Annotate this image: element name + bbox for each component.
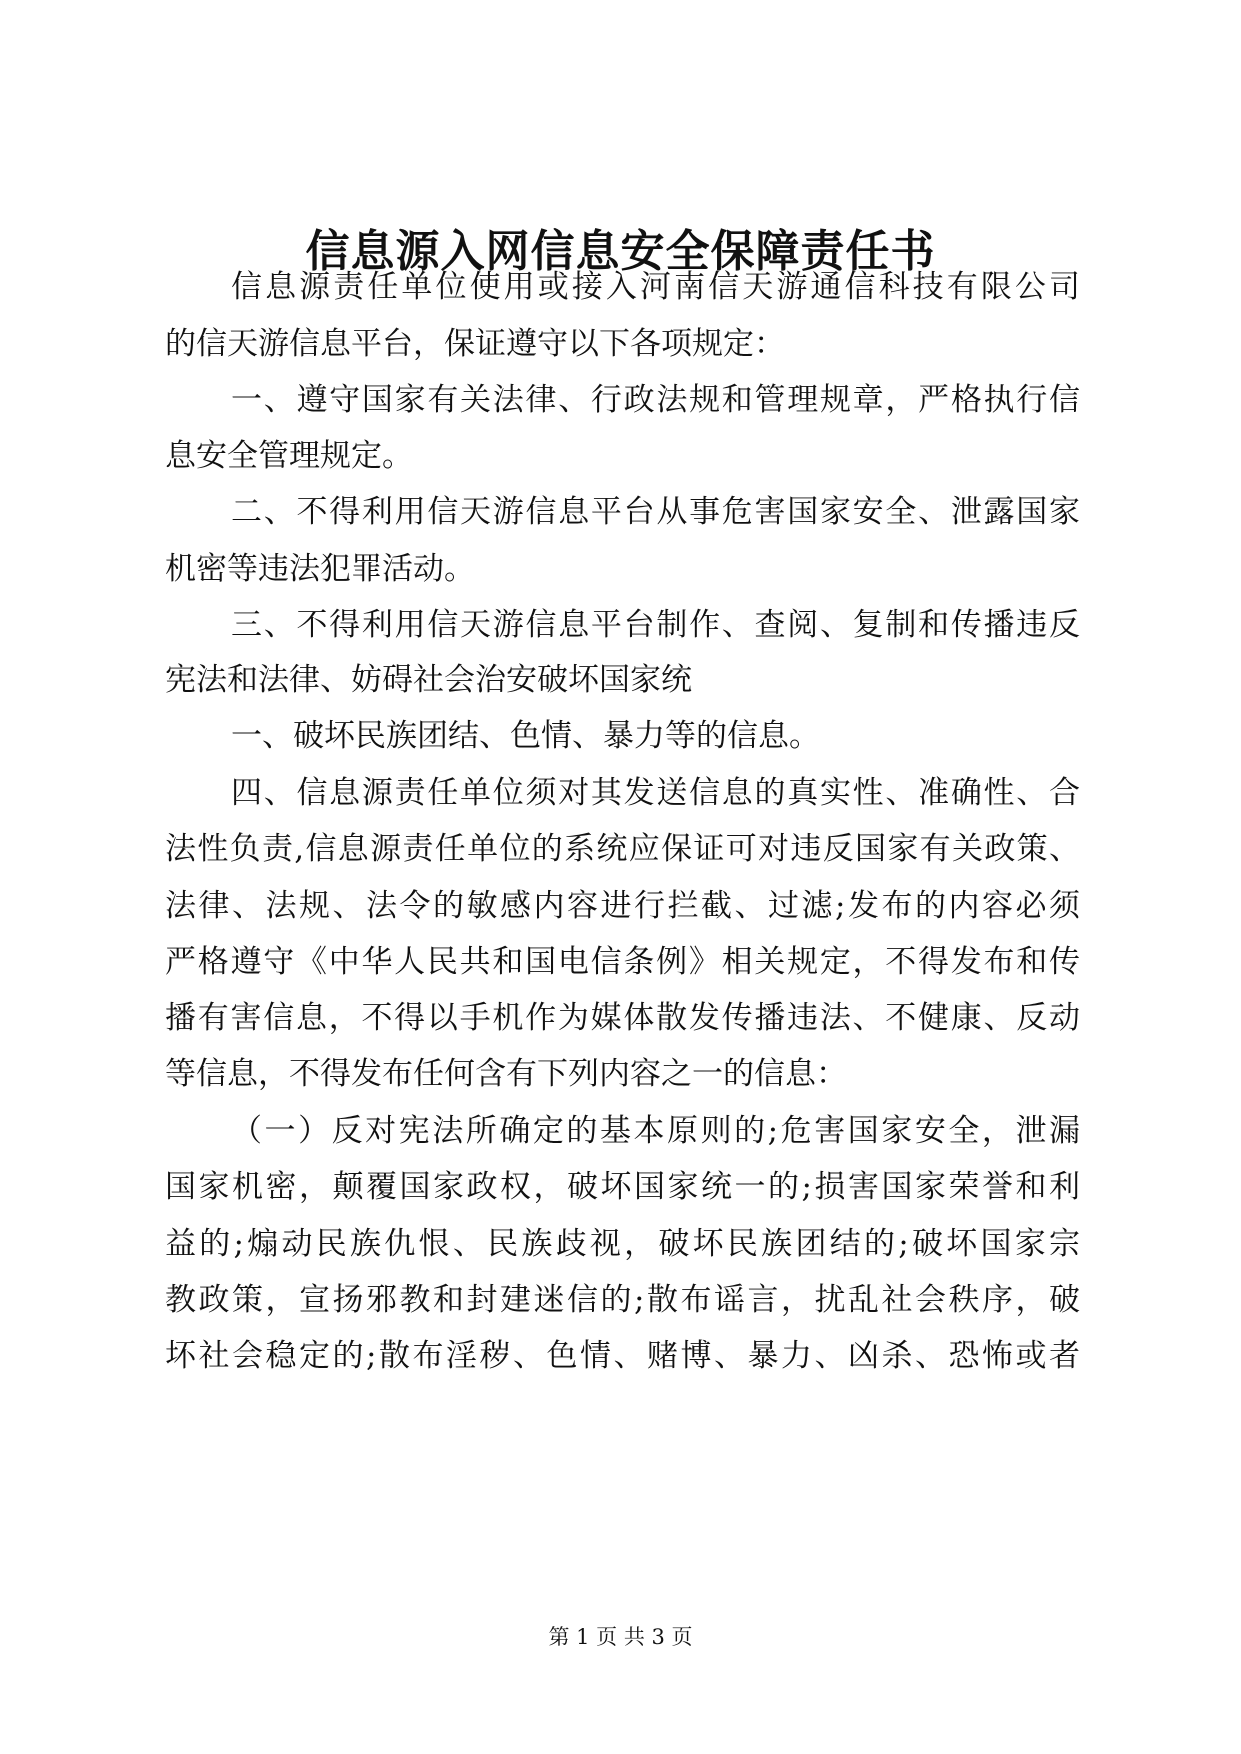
body-line: 教政策，宣扬邪教和封建迷信的;散布谣言，扰乱社会秩序，破 <box>165 1282 1080 1318</box>
page-number: 第 1 页 共 3 页 <box>548 1625 693 1649</box>
body-line: 益的;煽动民族仇恨、民族歧视，破坏民族团结的;破坏国家宗 <box>165 1226 1080 1262</box>
body-line: 坏社会稳定的;散布淫秽、色情、赌博、暴力、凶杀、恐怖或者 <box>165 1338 1080 1374</box>
body-line: 三、不得利用信天游信息平台制作、查阅、复制和传播违反 <box>231 607 1080 643</box>
body-line: 播有害信息，不得以手机作为媒体散发传播违法、不健康、反动 <box>165 1000 1080 1036</box>
body-line: 严格遵守《中华人民共和国电信条例》相关规定，不得发布和传 <box>165 944 1080 980</box>
body-line: 的信天游信息平台，保证遵守以下各项规定： <box>165 326 785 362</box>
body-line: （一）反对宪法所确定的基本原则的;危害国家安全，泄漏 <box>231 1113 1080 1149</box>
body-line: 二、不得利用信天游信息平台从事危害国家安全、泄露国家 <box>231 494 1080 530</box>
body-line: 一、破坏民族团结、色情、暴力等的信息。 <box>231 718 820 754</box>
body-line: 机密等违法犯罪活动。 <box>165 551 475 587</box>
body-line: 国家机密，颠覆国家政权，破坏国家统一的;损害国家荣誉和利 <box>165 1169 1080 1205</box>
body-line: 法律、法规、法令的敏感内容进行拦截、过滤;发布的内容必须 <box>165 888 1080 924</box>
body-line: 息安全管理规定。 <box>165 438 413 474</box>
body-line: 等信息，不得发布任何含有下列内容之一的信息： <box>165 1056 847 1092</box>
body-line: 宪法和法律、妨碍社会治安破坏国家统 <box>165 662 692 698</box>
body-line: 四、信息源责任单位须对其发送信息的真实性、准确性、合 <box>231 775 1080 811</box>
document-title: 信息源入网信息安全保障责任书 <box>305 226 936 277</box>
body-line: 一、遵守国家有关法律、行政法规和管理规章，严格执行信 <box>231 382 1080 418</box>
body-line: 信息源责任单位使用或接入河南信天游通信科技有限公司 <box>231 269 1080 305</box>
body-line: 法性负责,信息源责任单位的系统应保证可对违反国家有关政策、 <box>165 831 1080 867</box>
